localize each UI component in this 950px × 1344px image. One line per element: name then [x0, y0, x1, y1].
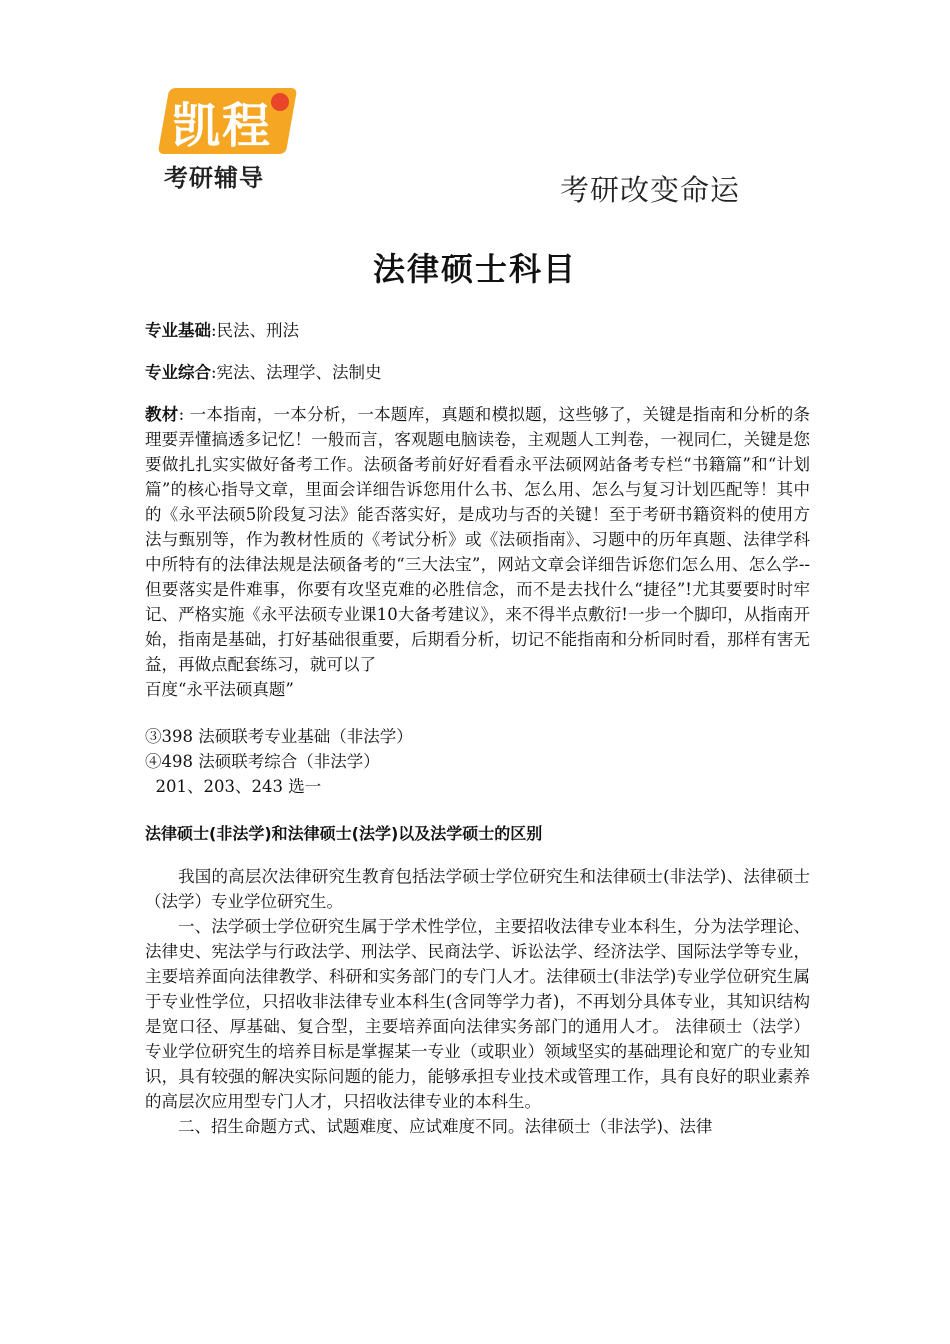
brand-logo: [150, 84, 300, 194]
baidu-line: 百度“永平法硕真题”: [145, 680, 294, 699]
textbook-label: 教材: [145, 405, 179, 424]
exam-item: ③398 法硕联考专业基础（非法学）: [145, 727, 413, 746]
logo-graphic: [150, 84, 300, 194]
exam-item: 201、203、243 选一: [145, 777, 322, 796]
textbook-text: : 一本指南，一本分析，一本题库，真题和模拟题，这些够了，关键是指南和分析的条理要弄懂搞透多记忆！一般而言，客观题电脑读卷，主观题人工判卷，一视同仁，关键是您要做扎扎实实做好备考工作。法硕备考前好好看看永平法硕网站备考专栏“书籍篇”和“计划篇”的核心指导文章，里面会详细告诉您用什么书、怎么用、怎么与复习计划匹配等！其中的《永平法硕5阶段复习法》能否落实好，是成功与否的关键！至于考研书籍资料的使用方法与甄别等，作为教材性质的《考试分析》或《法硕指南》、习题中的历年真题、法律学科中所特有的法律法规是法硕备考的“三大法宝”，网站文章会详细告诉您们怎么用、怎么学--但要落实是件难事，你要有攻坚克难的必胜信念，而不是去找什么“捷径”!尤其要要时时牢记、严格实施《永平法硕专业课10大备考建议》，来不得半点敷衍!一步一个脚印，从指南开始，指南是基础，打好基础很重要，后期看分析，切记不能指南和分析同时看，那样有害无益，再做点配套练习，就可以了: [145, 405, 811, 674]
slogan: 考研改变命运: [560, 173, 741, 207]
logo-dot: [271, 93, 289, 111]
body-paragraph: 我国的高层次法律研究生教育包括法学硕士学位研究生和法律硕士(非法学)、法律硕士（法学）专业学位研究生。: [145, 867, 810, 911]
document-body: [145, 318, 810, 1139]
textbook-paragraph: [145, 402, 810, 677]
body-paragraph: 二、招生命题方式、试题难度、应试难度不同。法律硕士（非法学)、法律: [178, 1117, 713, 1136]
field-value: :民法、刑法: [211, 321, 300, 340]
field-label: 专业基础: [145, 321, 211, 340]
section-heading: 法律硕士(非法学)和法律硕士(法学)以及法学硕士的区别: [145, 824, 543, 843]
field-comprehensive: [145, 360, 810, 385]
exam-item: ④498 法硕联考综合（非法学）: [145, 752, 380, 771]
field-basic: [145, 318, 810, 343]
logo-brand-text: 凯程: [172, 98, 273, 154]
field-label: 专业综合: [145, 363, 211, 382]
body-paragraph: 一、法学硕士学位研究生属于学术性学位，主要招收法律专业本科生，分为法学理论、法律史、宪法学与行政法学、刑法学、民商法学、诉讼法学、经济法学、国际法学等专业，主要培养面向法律教学、科研和实务部门的专门人才。法律硕士(非法学)专业学位研究生属于专业性学位，只招收非法律专业本科生(含同等学力者)，不再划分具体专业，其知识结构是宽口径、厚基础、复合型，主要培养面向法律实务部门的通用人才。 法律硕士（法学）专业学位研究生的培养目标是掌握某一专业（或职业）领域坚实的基础理论和宽广的专业知识，具有较强的解决实际问题的能力，能够承担专业技术或管理工作，具有良好的职业素养的高层次应用型专门人才，只招收法律专业的本科生。: [145, 917, 810, 1111]
page-title: 法律硕士科目: [372, 250, 577, 288]
logo-tagline: 考研辅导: [164, 164, 264, 192]
field-value: :宪法、法理学、法制史: [211, 363, 382, 382]
